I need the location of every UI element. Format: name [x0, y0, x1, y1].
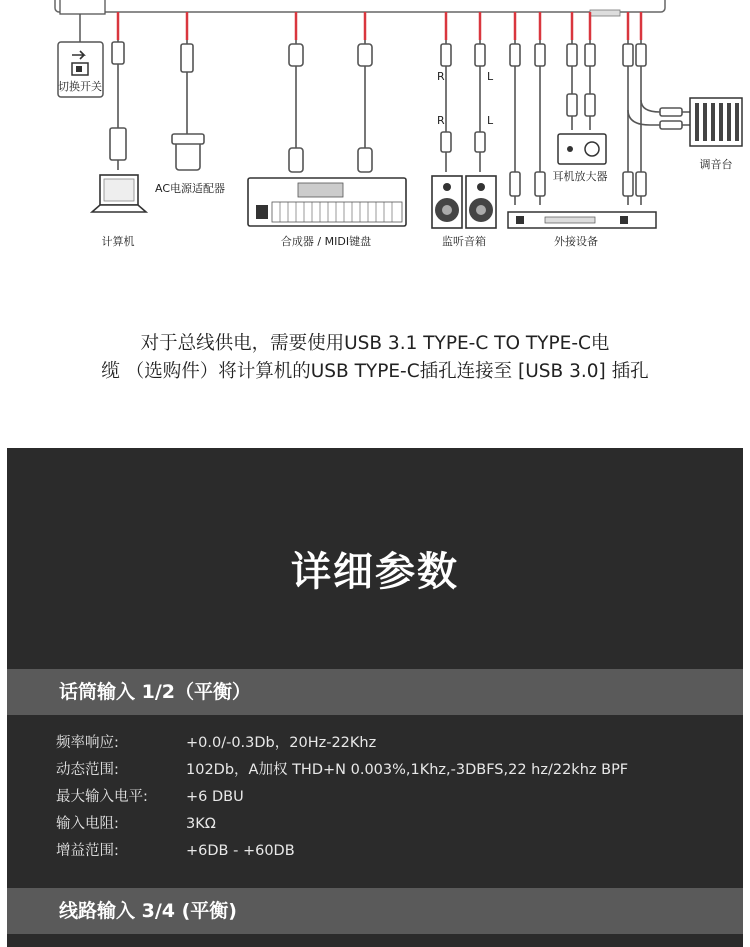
channel-r-label: R — [437, 70, 445, 83]
spec-key: 频率响应: — [56, 735, 119, 751]
external-cables-icon — [510, 40, 545, 205]
computer-icon — [92, 175, 146, 212]
synth-label: 合成器 / MIDI键盘 — [280, 235, 372, 248]
mixer-cables-icon — [623, 40, 690, 205]
mixer-label: 调音台 — [699, 158, 733, 171]
usb-power-caption — [0, 330, 750, 386]
mixer-icon — [690, 98, 742, 146]
spec-value: +6DB - +60DB — [186, 843, 295, 859]
panel-cable-stubs — [118, 12, 641, 40]
spec-value: 3KΩ — [186, 816, 216, 832]
external-label: 外接设备 — [554, 235, 598, 248]
monitors-label: 监听音箱 — [442, 235, 486, 248]
connection-diagram — [0, 0, 750, 300]
headphone-amp-label: 耳机放大器 — [552, 170, 608, 183]
ac-adapter-icon — [172, 40, 204, 170]
spec-row — [56, 811, 736, 838]
channel-l-label: L — [487, 70, 494, 83]
usb-cable-icon — [110, 40, 126, 170]
speakers-icon — [432, 176, 496, 228]
spec-row — [56, 784, 736, 811]
spec-row — [56, 730, 736, 757]
midi-cables-icon — [289, 40, 372, 172]
mic-input-spec-list — [56, 730, 736, 865]
synth-icon — [248, 178, 406, 226]
spec-key: 增益范围: — [56, 843, 119, 859]
spec-row — [56, 838, 736, 865]
headphone-amp-icon — [558, 134, 606, 164]
spec-value: 102Db，A加权 THD+N 0.003%,1Khz,-3DBFS,22 hz/22khz BPF — [186, 762, 629, 778]
caption-line-2: 缆 （选购件）将计算机的USB TYPE-C插孔连接至 [USB 3.0] 插孔 — [101, 361, 649, 382]
caption-line-1: 对于总线供电，需要使用USB 3.1 TYPE-C TO TYPE-C电 — [140, 333, 610, 354]
spec-row — [56, 757, 736, 784]
spec-value: +0.0/-0.3Db，20Hz-22Khz — [186, 735, 377, 751]
switch-label: 切换开关 — [58, 80, 102, 93]
channel-r-label-lower: R — [437, 114, 445, 127]
interface-panel — [55, 0, 665, 12]
headphone-cables-icon — [567, 40, 595, 130]
external-device-icon — [508, 212, 656, 228]
section-heading-line-input: 线路输入 3/4 (平衡) — [7, 888, 743, 934]
spec-key: 最大输入电平: — [56, 789, 148, 805]
spec-key: 动态范围: — [56, 762, 119, 778]
computer-label: 计算机 — [101, 235, 135, 248]
usb-port-frame — [60, 0, 105, 14]
ac-adapter-label: AC电源适配器 — [154, 182, 226, 195]
channel-l-label-lower: L — [487, 114, 494, 127]
spec-value: +6 DBU — [186, 789, 244, 805]
monitor-cables-icon — [441, 40, 485, 172]
section-heading-mic-input: 话筒输入 1/2（平衡） — [7, 669, 743, 715]
specs-title: 详细参数 — [291, 549, 459, 595]
spec-key: 输入电阻: — [56, 816, 119, 832]
